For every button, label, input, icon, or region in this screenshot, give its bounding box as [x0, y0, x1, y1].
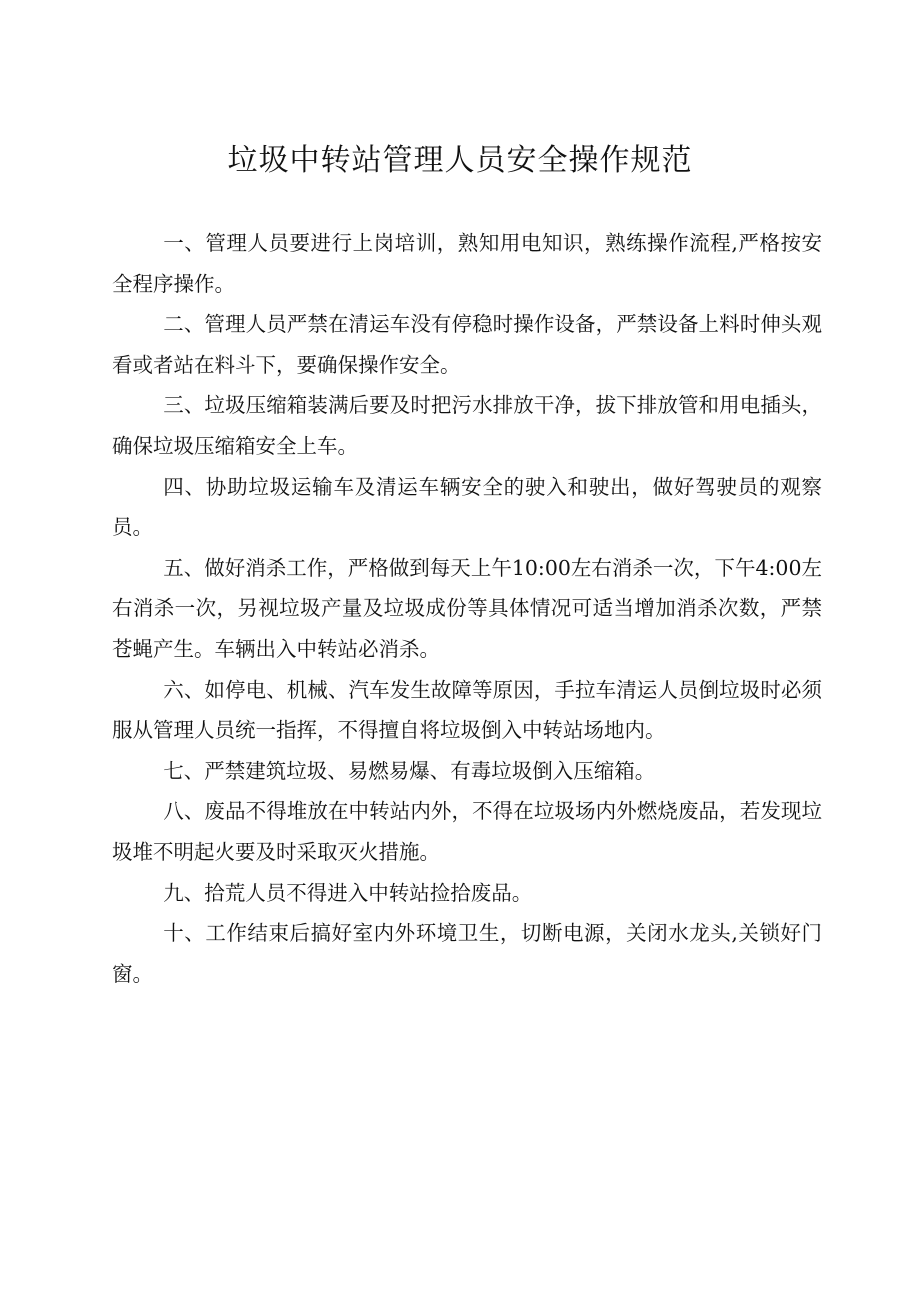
paragraph-3: 三、垃圾压缩箱装满后要及时把污水排放干净，拔下排放管和用电插头，确保垃圾压缩箱安全上车。	[112, 393, 822, 458]
document-body	[112, 223, 822, 994]
paragraph-4: 四、协助垃圾运输车及清运车辆安全的驶入和驶出，做好驾驶员的观察员。	[112, 474, 822, 540]
page-title: 垃圾中转站管理人员安全操作规范	[227, 143, 693, 178]
paragraph-5: 五、做好消杀工作，严格做到每天上午10:00左右消杀一次，下午4:00左右消杀一次，另视垃圾产量及垃圾成份等具体情况可适当增加消杀次数，严禁苍蝇产生。车辆出入中转站必消杀。	[112, 555, 822, 661]
paragraph-6: 六、如停电、机械、汽车发生故障等原因，手拉车清运人员倒垃圾时必须服从管理人员统一指挥，不得擅自将垃圾倒入中转站场地内。	[112, 677, 822, 743]
paragraph-8: 八、废品不得堆放在中转站内外，不得在垃圾场内外燃烧废品，若发现垃圾堆不明起火要及时采取灭火措施。	[112, 799, 822, 864]
paragraph-9: 九、拾荒人员不得进入中转站捡拾废品。	[163, 880, 533, 905]
paragraph-7: 七、严禁建筑垃圾、易燃易爆、有毒垃圾倒入压缩箱。	[163, 758, 656, 783]
paragraph-2: 二、管理人员严禁在清运车没有停稳时操作设备，严禁设备上料时伸头观看或者站在料斗下，要确保操作安全。	[112, 312, 822, 377]
paragraph-1: 一、管理人员要进行上岗培训，熟知用电知识，熟练操作流程,严格按安全程序操作。	[112, 231, 822, 296]
paragraph-10: 十、工作结束后搞好室内外环境卫生，切断电源，关闭水龙头,关锁好门窗。	[112, 921, 822, 986]
